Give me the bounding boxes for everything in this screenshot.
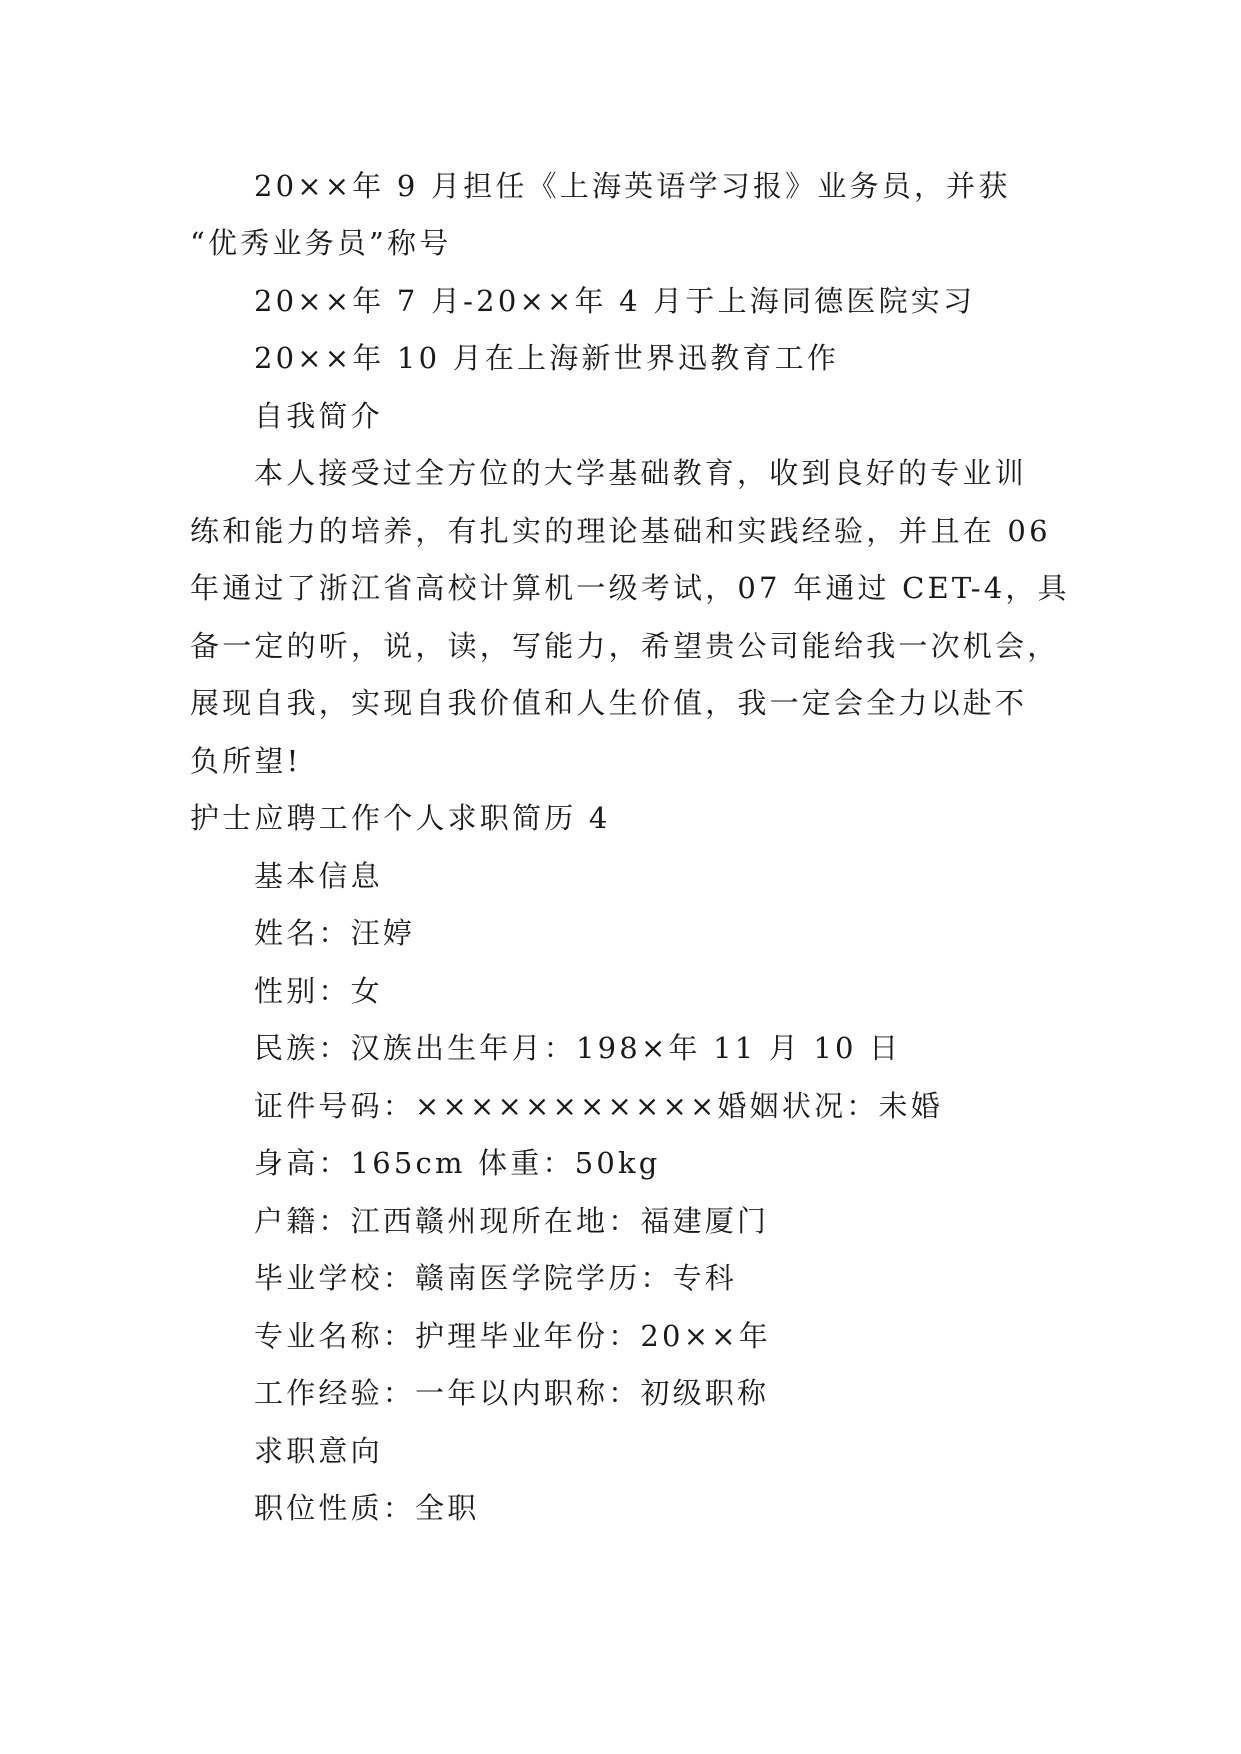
basic-info-item: 工作经验：一年以内职称：初级职称 — [254, 1376, 770, 1410]
job-nature-item: 职位性质：全职 — [254, 1491, 480, 1525]
self-intro-text: 年通过了浙江省高校计算机一级考试，07 年通过 CET-4，具 — [190, 571, 1070, 605]
self-intro-heading: 自我简介 — [254, 399, 383, 433]
experience-line: 20××年 9 月担任《上海英语学习报》业务员，并获 — [254, 169, 1011, 203]
self-intro-text: 本人接受过全方位的大学基础教育，收到良好的专业训 — [254, 456, 1027, 490]
basic-info-item: 身高：165cm 体重：50kg — [254, 1146, 661, 1180]
self-intro-text: 负所望! — [190, 744, 302, 778]
basic-info-item: 毕业学校：赣南医学院学历：专科 — [254, 1261, 738, 1295]
basic-info-item: 证件号码：×××××××××××婚姻状况：未婚 — [254, 1089, 943, 1123]
self-intro-text: 备一定的听，说，读，写能力，希望贵公司能给我一次机会， — [190, 629, 1060, 663]
basic-info-item: 民族：汉族出生年月：198×年 11 月 10 日 — [254, 1031, 902, 1065]
basic-info-item: 专业名称：护理毕业年份：20××年 — [254, 1319, 771, 1353]
self-intro-text: 展现自我，实现自我价值和人生价值，我一定会全力以赴不 — [190, 686, 1028, 720]
resume-title: 护士应聘工作个人求职简历 4 — [190, 801, 611, 835]
experience-line: 20××年 10 月在上海新世界迅教育工作 — [254, 341, 840, 375]
experience-line: “优秀业务员”称号 — [190, 226, 452, 260]
basic-info-item: 户籍：江西赣州现所在地：福建厦门 — [254, 1204, 770, 1238]
job-intent-heading: 求职意向 — [254, 1434, 383, 1468]
self-intro-text: 练和能力的培养，有扎实的理论基础和实践经验，并且在 06 — [190, 514, 1051, 548]
basic-info-item: 姓名：汪婷 — [254, 916, 416, 950]
basic-info-heading: 基本信息 — [254, 859, 383, 893]
basic-info-item: 性别：女 — [254, 974, 383, 1008]
experience-line: 20××年 7 月-20××年 4 月于上海同德医院实习 — [254, 284, 976, 318]
